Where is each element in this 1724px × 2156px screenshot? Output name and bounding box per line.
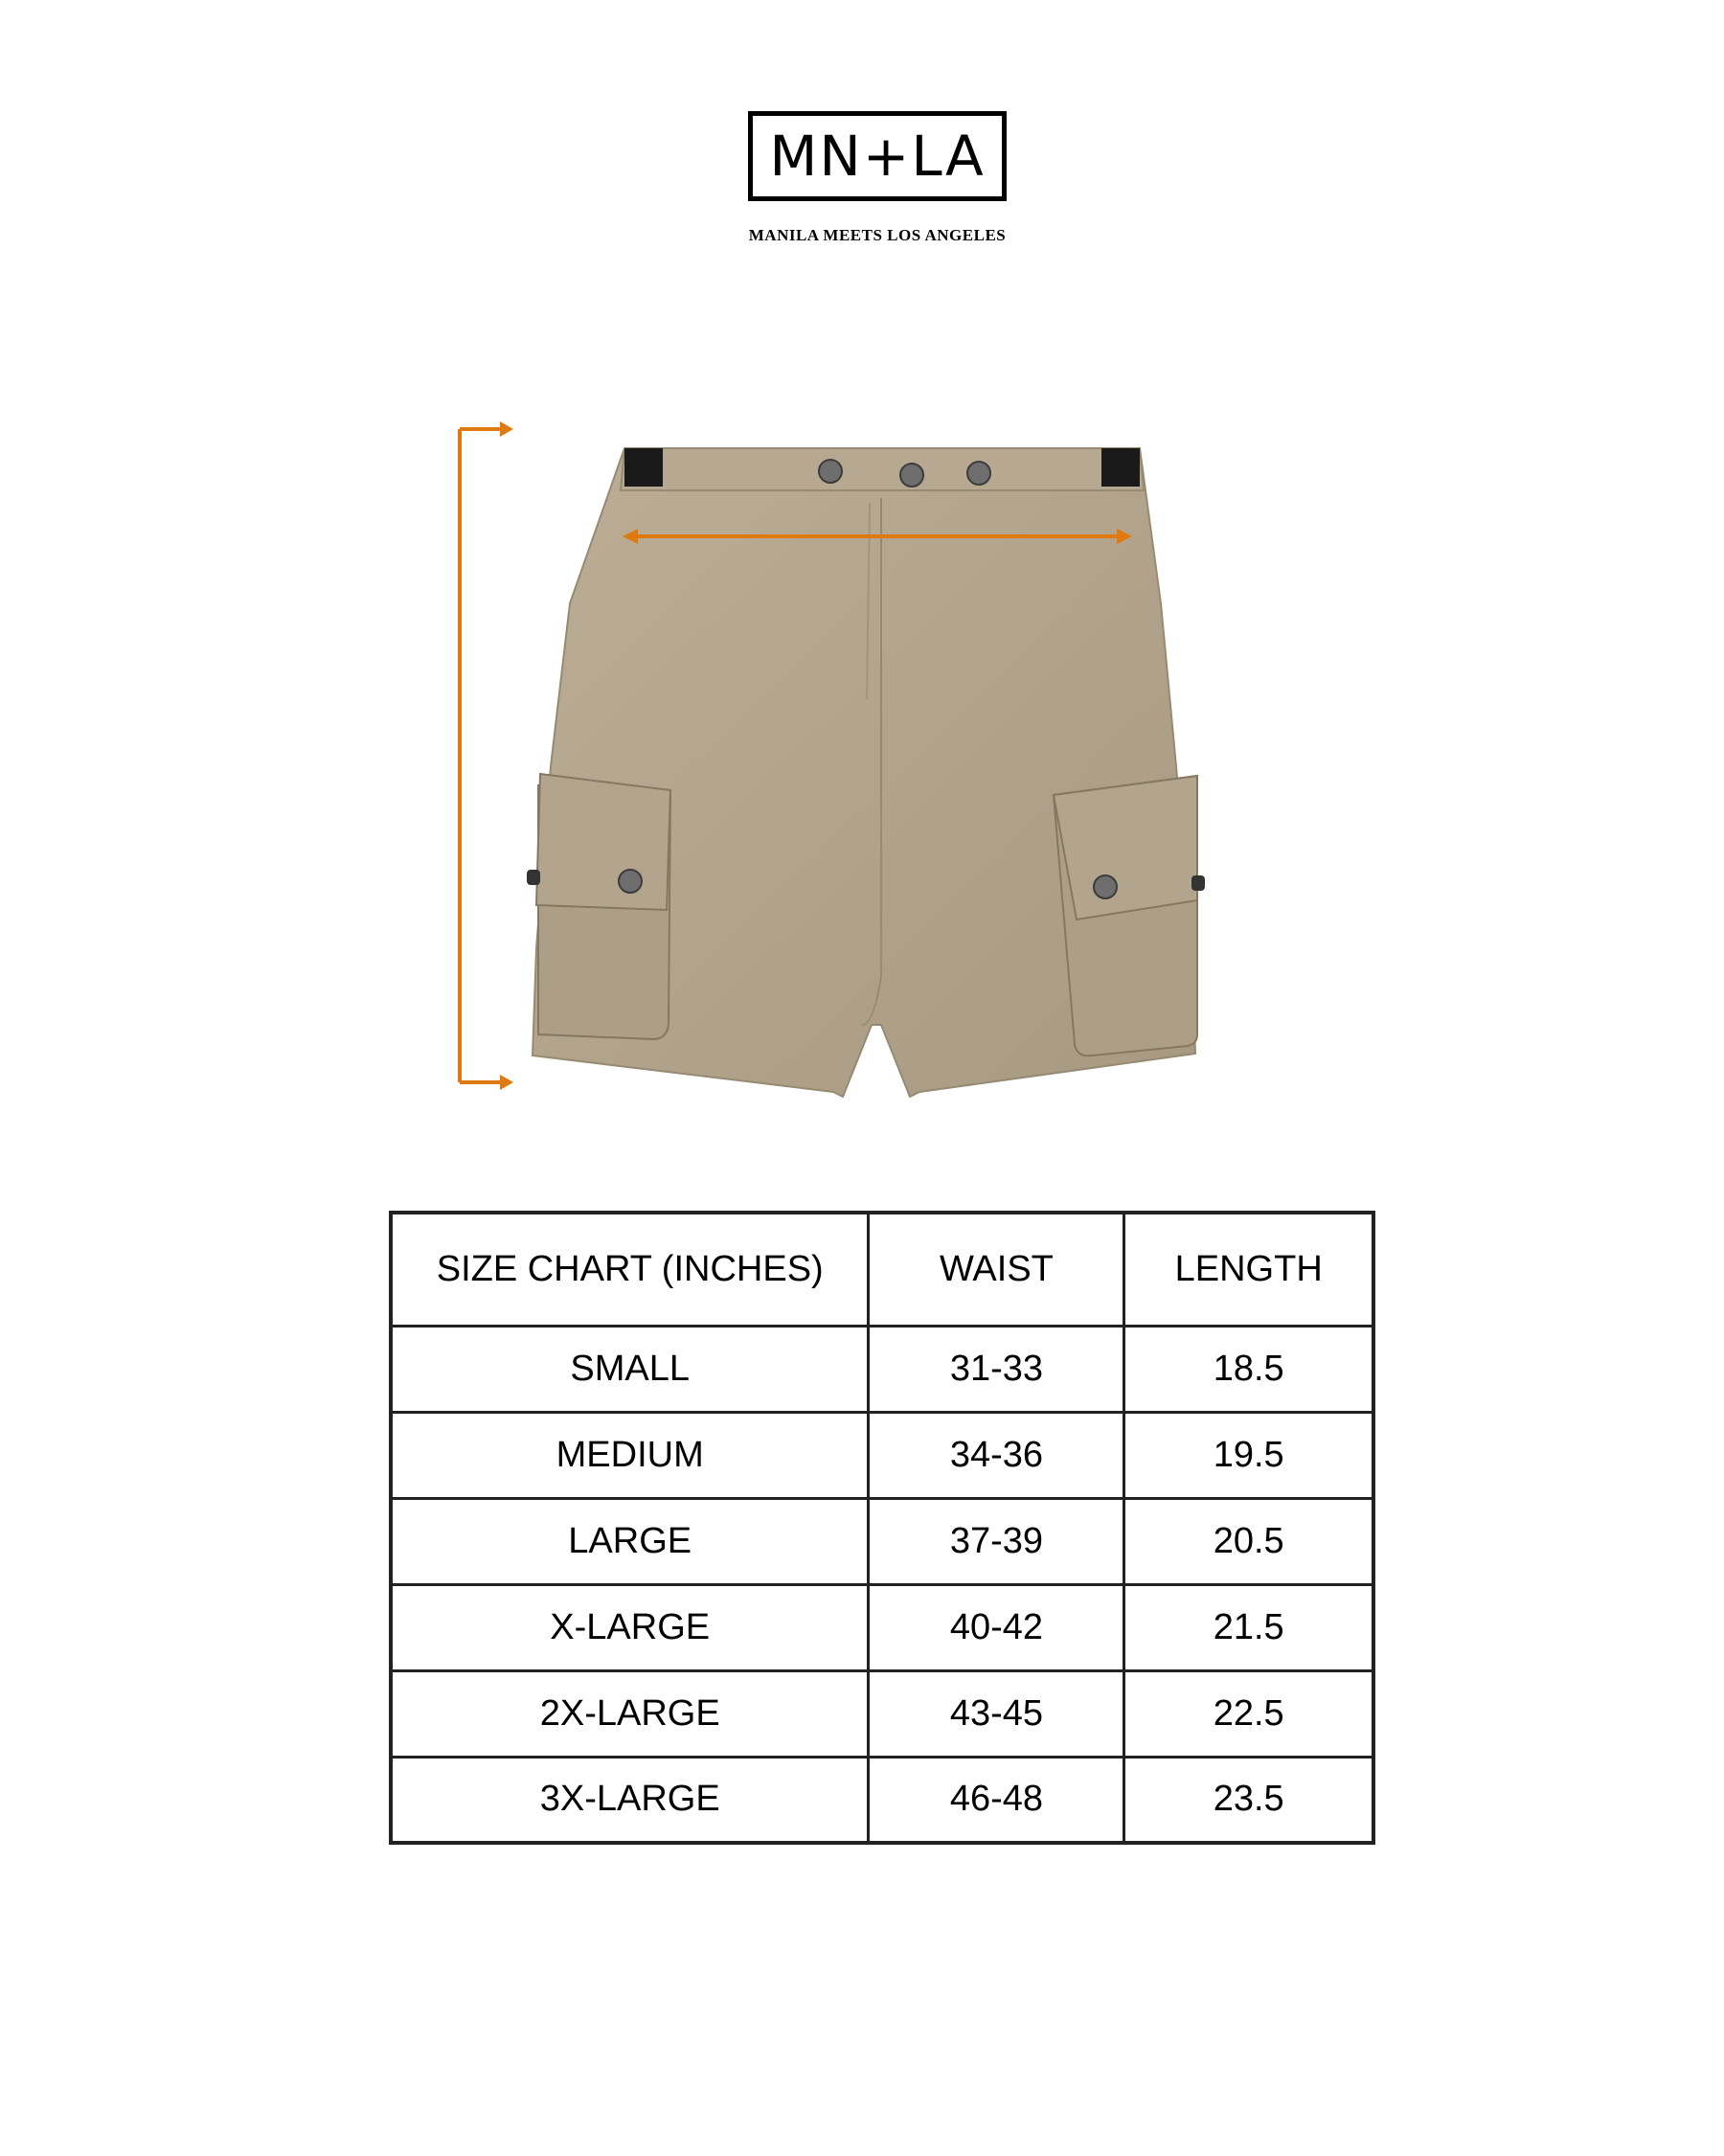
table-row	[391, 1412, 1373, 1498]
waist-cell: 40-42	[869, 1584, 1124, 1670]
cargo-shorts-illustration	[441, 412, 1303, 1101]
waist-cell: 37-39	[869, 1498, 1124, 1584]
length-cell: 20.5	[1124, 1498, 1373, 1584]
waist-tab-right	[1101, 448, 1140, 487]
waist-tab-left	[624, 448, 663, 487]
length-cell: 22.5	[1124, 1670, 1373, 1757]
table-row	[391, 1326, 1373, 1412]
waist-cell: 43-45	[869, 1670, 1124, 1757]
table-row	[391, 1584, 1373, 1670]
table-row	[391, 1498, 1373, 1584]
length-cell: 23.5	[1124, 1757, 1373, 1843]
waist-cell: 31-33	[869, 1326, 1124, 1412]
table-row	[391, 1670, 1373, 1757]
size-cell: SMALL	[391, 1326, 869, 1412]
waist-cell: 46-48	[869, 1757, 1124, 1843]
size-cell: X-LARGE	[391, 1584, 869, 1670]
size-chart-table	[389, 1211, 1375, 1845]
size-cell: LARGE	[391, 1498, 869, 1584]
brand-logo	[748, 111, 1007, 201]
table-row	[391, 1757, 1373, 1843]
header-waist: WAIST	[869, 1213, 1124, 1326]
right-cargo-pocket	[1054, 776, 1205, 1055]
size-cell: 3X-LARGE	[391, 1757, 869, 1843]
size-cell: MEDIUM	[391, 1412, 869, 1498]
left-cargo-pocket	[527, 774, 670, 1039]
table-header-row	[391, 1213, 1373, 1326]
length-cell: 18.5	[1124, 1326, 1373, 1412]
header-length: LENGTH	[1124, 1213, 1373, 1326]
length-cell: 19.5	[1124, 1412, 1373, 1498]
header-size: SIZE CHART (INCHES)	[391, 1213, 869, 1326]
brand-tagline: MANILA MEETS LOS ANGELES	[748, 226, 1007, 244]
waist-cell: 34-36	[869, 1412, 1124, 1498]
length-cell: 21.5	[1124, 1584, 1373, 1670]
length-measure-arrow	[460, 421, 513, 1090]
logo-text: MN+LA	[769, 124, 986, 189]
size-cell: 2X-LARGE	[391, 1670, 869, 1757]
